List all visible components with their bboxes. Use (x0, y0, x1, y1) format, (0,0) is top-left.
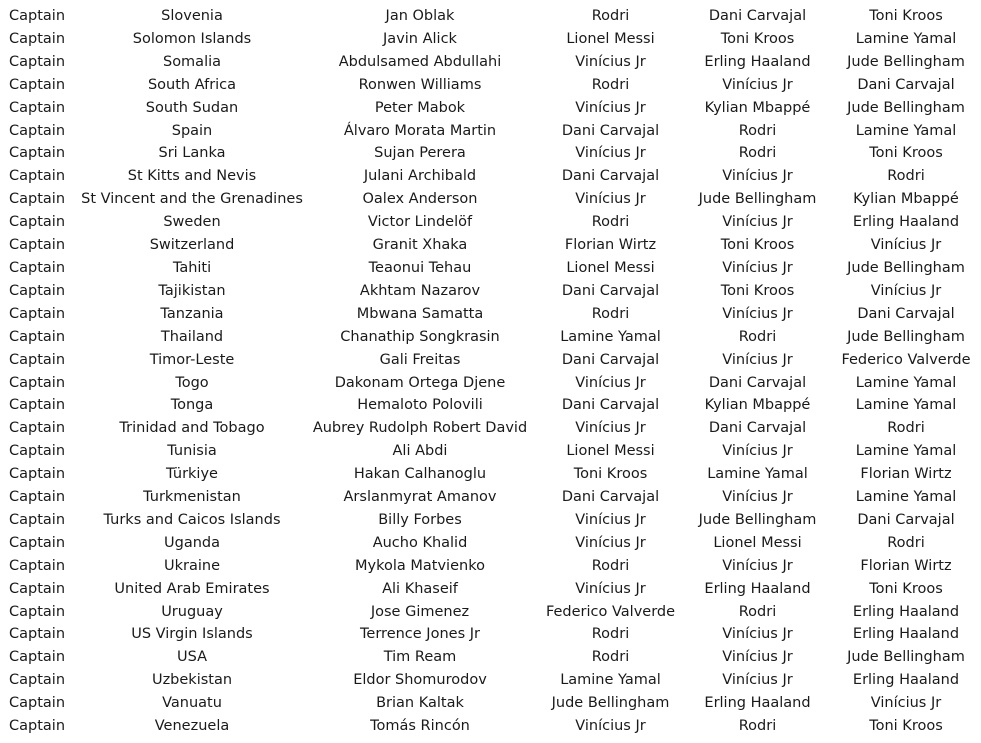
second-choice-cell: Erling Haaland (704, 695, 811, 712)
role-cell: Captain (9, 649, 66, 666)
table-row (0, 28, 981, 51)
country-cell: Togo (175, 374, 209, 391)
table-row (0, 417, 981, 440)
table-row (0, 142, 981, 165)
role-cell: Captain (9, 466, 66, 483)
second-choice-cell: Vinícius Jr (722, 214, 793, 231)
country-cell: Trinidad and Tobago (119, 420, 265, 437)
country-cell: Sweden (163, 214, 221, 231)
second-choice-cell: Vinícius Jr (722, 259, 793, 276)
second-choice-cell: Erling Haaland (704, 580, 811, 597)
third-choice-cell: Lamine Yamal (855, 489, 957, 506)
third-choice-cell: Dani Carvajal (857, 305, 955, 322)
country-cell: Uzbekistan (151, 672, 233, 689)
table-row (0, 165, 981, 188)
second-choice-cell: Lamine Yamal (707, 466, 808, 483)
second-choice-cell: Dani Carvajal (708, 8, 807, 24)
country-cell: Turks and Caicos Islands (103, 511, 281, 528)
table-row (0, 578, 981, 601)
country-cell: Türkiye (166, 466, 218, 483)
second-choice-cell: Vinícius Jr (722, 168, 793, 185)
voter-cell: Javin Alick (383, 30, 457, 47)
table-row (0, 188, 981, 211)
table-row (0, 326, 981, 349)
first-choice-cell: Dani Carvajal (561, 351, 660, 368)
first-choice-cell: Jude Bellingham (551, 695, 670, 712)
first-choice-cell: Vinícius Jr (575, 511, 646, 528)
third-choice-cell: Lamine Yamal (855, 397, 957, 414)
role-cell: Captain (9, 443, 66, 460)
table-row (0, 601, 981, 624)
role-cell: Captain (9, 168, 66, 185)
second-choice-cell: Lionel Messi (713, 534, 802, 551)
voter-cell: Mykola Matvienko (355, 557, 485, 574)
third-choice-cell: Lamine Yamal (855, 30, 957, 47)
voter-cell: Sujan Perera (374, 145, 466, 162)
third-choice-cell: Lamine Yamal (855, 443, 957, 460)
first-choice-cell: Toni Kroos (573, 466, 648, 483)
voter-cell: Victor Lindelöf (367, 214, 473, 231)
second-choice-cell: Kylian Mbappé (704, 397, 811, 414)
second-choice-cell: Kylian Mbappé (704, 99, 811, 116)
table-row (0, 440, 981, 463)
third-choice-cell: Erling Haaland (852, 214, 960, 231)
third-choice-cell: Kylian Mbappé (853, 191, 959, 208)
second-choice-cell: Rodri (738, 145, 777, 162)
third-choice-cell: Dani Carvajal (857, 511, 955, 528)
third-choice-cell: Federico Valverde (841, 351, 971, 368)
first-choice-cell: Lionel Messi (566, 259, 655, 276)
third-choice-cell: Jude Bellingham (847, 259, 965, 276)
voter-cell: Dakonam Ortega Djene (334, 374, 506, 391)
role-cell: Captain (9, 672, 66, 689)
country-cell: Tunisia (167, 443, 217, 460)
voter-cell: Granit Xhaka (372, 237, 468, 254)
table-row (0, 623, 981, 646)
role-cell: Captain (9, 511, 66, 528)
first-choice-cell: Rodri (591, 76, 630, 93)
first-choice-cell: Dani Carvajal (561, 122, 660, 139)
country-cell: Vanuatu (162, 695, 222, 712)
voter-cell: Aucho Khalid (372, 534, 468, 551)
country-cell: United Arab Emirates (114, 580, 270, 597)
voter-cell: Abdulsamed Abdullahi (338, 53, 502, 70)
voter-cell: Peter Mabok (374, 99, 466, 116)
second-choice-cell: Vinícius Jr (722, 489, 793, 506)
votes-table-body (0, 5, 981, 738)
voter-cell: Chanathip Songkrasin (340, 328, 500, 345)
first-choice-cell: Rodri (591, 626, 630, 643)
second-choice-cell: Rodri (738, 122, 777, 139)
role-cell: Captain (9, 328, 66, 345)
role-cell: Captain (9, 259, 66, 276)
table-row (0, 303, 981, 326)
table-row (0, 463, 981, 486)
country-cell: Turkmenistan (143, 489, 241, 506)
third-choice-cell: Dani Carvajal (857, 76, 955, 93)
first-choice-cell: Lamine Yamal (560, 328, 661, 345)
role-cell: Captain (9, 282, 66, 299)
first-choice-cell: Federico Valverde (545, 603, 676, 620)
role-cell: Captain (9, 237, 66, 254)
first-choice-cell: Vinícius Jr (575, 99, 646, 116)
second-choice-cell: Toni Kroos (720, 30, 795, 47)
country-cell: Tanzania (160, 305, 224, 322)
role-cell: Captain (9, 718, 66, 735)
third-choice-cell: Jude Bellingham (847, 649, 965, 666)
first-choice-cell: Vinícius Jr (575, 534, 646, 551)
third-choice-cell: Toni Kroos (869, 718, 943, 735)
voter-cell: Terrence Jones Jr (360, 626, 480, 643)
country-cell: South Africa (147, 76, 237, 93)
third-choice-cell: Erling Haaland (852, 626, 960, 643)
table-row (0, 532, 981, 555)
first-choice-cell: Florian Wirtz (564, 237, 657, 254)
voter-cell: Tomás Rincón (370, 718, 470, 735)
country-cell: Tahiti (172, 259, 212, 276)
role-cell: Captain (9, 397, 66, 414)
third-choice-cell: Jude Bellingham (847, 99, 965, 116)
third-choice-cell: Lamine Yamal (855, 122, 957, 139)
role-cell: Captain (9, 214, 66, 231)
voter-cell: Jose Gimenez (370, 603, 470, 620)
voter-cell: Jan Oblak (385, 8, 455, 24)
second-choice-cell: Vinícius Jr (722, 557, 793, 574)
second-choice-cell: Vinícius Jr (722, 305, 793, 322)
second-choice-cell: Jude Bellingham (698, 511, 817, 528)
table-row (0, 120, 981, 143)
country-cell: Slovenia (161, 8, 223, 24)
third-choice-cell: Erling Haaland (852, 603, 960, 620)
country-cell: Spain (171, 122, 213, 139)
first-choice-cell: Vinícius Jr (575, 53, 646, 70)
voter-cell: Hakan Calhanoglu (353, 466, 487, 483)
table-row (0, 280, 981, 303)
country-cell: St Vincent and the Grenadines (81, 191, 303, 208)
second-choice-cell: Dani Carvajal (708, 420, 807, 437)
second-choice-cell: Jude Bellingham (698, 191, 817, 208)
second-choice-cell: Vinícius Jr (722, 76, 793, 93)
first-choice-cell: Dani Carvajal (561, 168, 660, 185)
country-cell: Uruguay (161, 603, 223, 620)
second-choice-cell: Rodri (738, 328, 777, 345)
table-row (0, 486, 981, 509)
first-choice-cell: Lionel Messi (566, 30, 655, 47)
third-choice-cell: Toni Kroos (869, 8, 943, 24)
country-cell: Uganda (164, 534, 220, 551)
table-row (0, 669, 981, 692)
voter-cell: Álvaro Morata Martin (343, 122, 497, 139)
votes-table (0, 5, 981, 738)
voter-cell: Oalex Anderson (362, 191, 478, 208)
third-choice-cell: Erling Haaland (852, 672, 960, 689)
first-choice-cell: Dani Carvajal (561, 282, 660, 299)
role-cell: Captain (9, 191, 66, 208)
table-row (0, 692, 981, 715)
voter-cell: Arslanmyrat Amanov (343, 489, 497, 506)
voter-cell: Julani Archibald (363, 168, 477, 185)
voter-cell: Eldor Shomurodov (353, 672, 487, 689)
first-choice-cell: Vinícius Jr (575, 580, 646, 597)
third-choice-cell: Toni Kroos (869, 580, 943, 597)
role-cell: Captain (9, 626, 66, 643)
country-cell: Solomon Islands (132, 30, 252, 47)
third-choice-cell: Rodri (887, 534, 925, 551)
voter-cell: Akhtam Nazarov (359, 282, 481, 299)
second-choice-cell: Vinícius Jr (722, 649, 793, 666)
third-choice-cell: Vinícius Jr (870, 695, 942, 712)
voter-cell: Brian Kaltak (376, 695, 464, 712)
voter-cell: Ali Khaseif (382, 580, 458, 597)
role-cell: Captain (9, 8, 66, 24)
role-cell: Captain (9, 30, 66, 47)
country-cell: US Virgin Islands (131, 626, 253, 643)
voter-cell: Aubrey Rudolph Robert David (312, 420, 528, 437)
role-cell: Captain (9, 351, 66, 368)
table-row (0, 234, 981, 257)
country-cell: Switzerland (149, 237, 235, 254)
second-choice-cell: Vinícius Jr (722, 626, 793, 643)
voter-cell: Hemaloto Polovili (357, 397, 483, 414)
country-cell: Ukraine (164, 557, 220, 574)
country-cell: Tonga (170, 397, 214, 414)
role-cell: Captain (9, 557, 66, 574)
country-cell: Venezuela (154, 718, 230, 735)
table-row (0, 509, 981, 532)
third-choice-cell: Rodri (887, 420, 925, 437)
first-choice-cell: Lionel Messi (566, 443, 655, 460)
table-row (0, 715, 981, 738)
first-choice-cell: Vinícius Jr (575, 718, 646, 735)
third-choice-cell: Florian Wirtz (860, 466, 952, 483)
role-cell: Captain (9, 374, 66, 391)
first-choice-cell: Vinícius Jr (575, 145, 646, 162)
country-cell: Timor-Leste (149, 351, 235, 368)
role-cell: Captain (9, 305, 66, 322)
third-choice-cell: Toni Kroos (869, 145, 943, 162)
first-choice-cell: Rodri (591, 649, 630, 666)
role-cell: Captain (9, 53, 66, 70)
first-choice-cell: Vinícius Jr (575, 374, 646, 391)
table-row (0, 394, 981, 417)
first-choice-cell: Vinícius Jr (575, 420, 646, 437)
third-choice-cell: Vinícius Jr (870, 237, 942, 254)
voter-cell: Tim Ream (383, 649, 457, 666)
third-choice-cell: Florian Wirtz (860, 557, 952, 574)
voter-cell: Ronwen Williams (358, 76, 482, 93)
table-row (0, 97, 981, 120)
role-cell: Captain (9, 122, 66, 139)
country-cell: Thailand (160, 328, 224, 345)
voter-cell: Billy Forbes (378, 511, 462, 528)
second-choice-cell: Rodri (738, 718, 777, 735)
table-row (0, 211, 981, 234)
second-choice-cell: Vinícius Jr (722, 351, 793, 368)
country-cell: South Sudan (145, 99, 239, 116)
country-cell: Somalia (162, 53, 222, 70)
voter-cell: Mbwana Samatta (356, 305, 484, 322)
country-cell: Sri Lanka (158, 145, 226, 162)
third-choice-cell: Rodri (887, 168, 925, 185)
table-row (0, 51, 981, 74)
role-cell: Captain (9, 695, 66, 712)
first-choice-cell: Vinícius Jr (575, 191, 646, 208)
role-cell: Captain (9, 145, 66, 162)
first-choice-cell: Rodri (591, 214, 630, 231)
first-choice-cell: Dani Carvajal (561, 489, 660, 506)
table-row (0, 555, 981, 578)
second-choice-cell: Dani Carvajal (708, 374, 807, 391)
table-row (0, 5, 981, 28)
role-cell: Captain (9, 580, 66, 597)
first-choice-cell: Dani Carvajal (561, 397, 660, 414)
third-choice-cell: Jude Bellingham (847, 328, 965, 345)
country-cell: Tajikistan (158, 282, 226, 299)
first-choice-cell: Lamine Yamal (560, 672, 661, 689)
third-choice-cell: Lamine Yamal (855, 374, 957, 391)
voter-cell: Teaonui Tehau (368, 259, 472, 276)
third-choice-cell: Vinícius Jr (870, 282, 942, 299)
role-cell: Captain (9, 534, 66, 551)
role-cell: Captain (9, 99, 66, 116)
second-choice-cell: Toni Kroos (720, 237, 795, 254)
third-choice-cell: Jude Bellingham (847, 53, 965, 70)
role-cell: Captain (9, 420, 66, 437)
voter-cell: Gali Freitas (379, 351, 461, 368)
country-cell: USA (176, 649, 207, 666)
role-cell: Captain (9, 603, 66, 620)
second-choice-cell: Erling Haaland (704, 53, 811, 70)
second-choice-cell: Rodri (738, 603, 777, 620)
role-cell: Captain (9, 76, 66, 93)
second-choice-cell: Toni Kroos (720, 282, 795, 299)
country-cell: St Kitts and Nevis (127, 168, 257, 185)
table-row (0, 257, 981, 280)
second-choice-cell: Vinícius Jr (722, 672, 793, 689)
table-row (0, 74, 981, 97)
second-choice-cell: Vinícius Jr (722, 443, 793, 460)
first-choice-cell: Rodri (591, 557, 630, 574)
first-choice-cell: Rodri (591, 305, 630, 322)
table-row (0, 349, 981, 372)
role-cell: Captain (9, 489, 66, 506)
first-choice-cell: Rodri (591, 8, 630, 24)
table-row (0, 646, 981, 669)
table-row (0, 372, 981, 395)
voter-cell: Ali Abdi (392, 443, 448, 460)
